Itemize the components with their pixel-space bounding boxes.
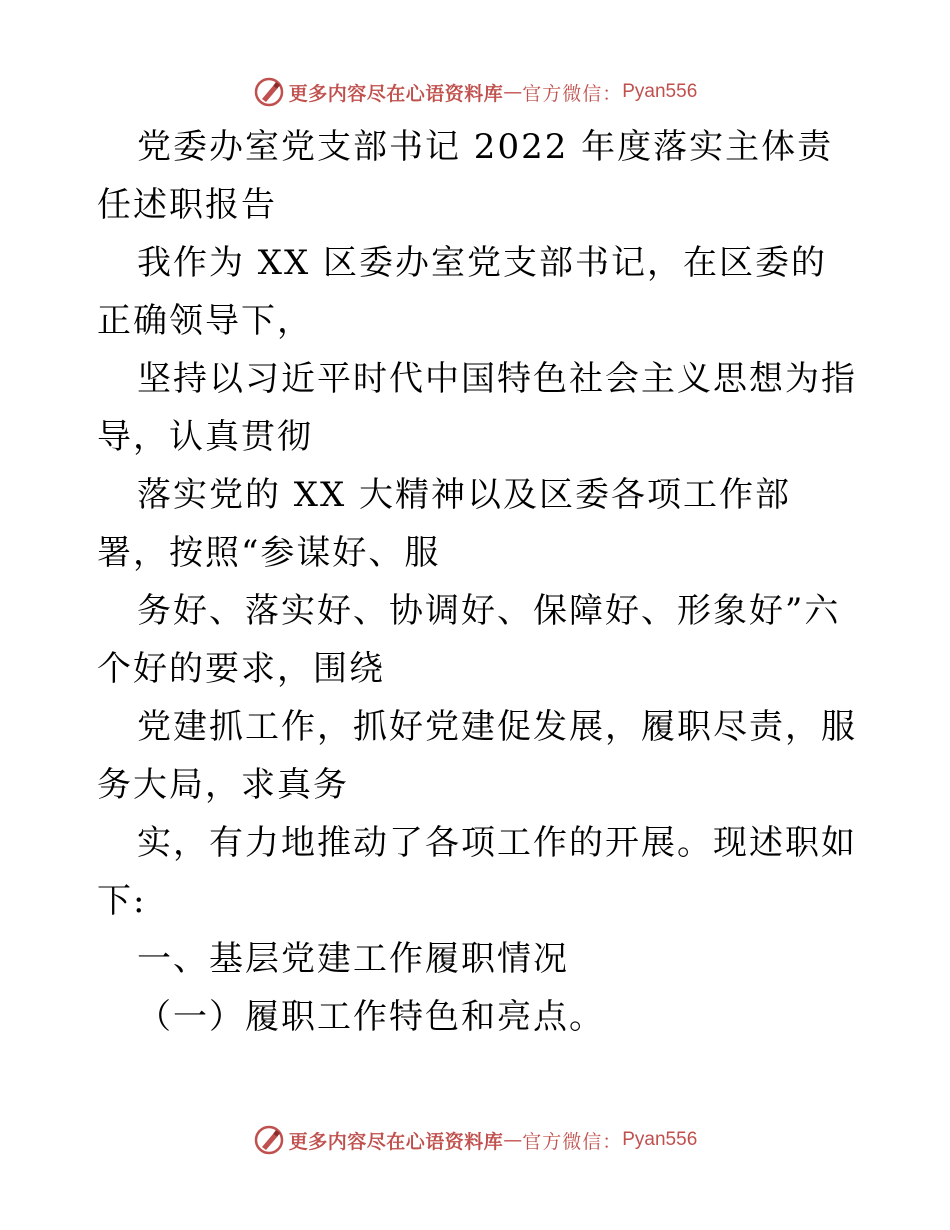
watermark-wechat-label: 官方微信：	[522, 1130, 623, 1153]
paragraph-3: 落实党的 XX 大精神以及区委各项工作部署，按照“参谋好、服	[97, 475, 792, 573]
title-line-1: 党委办室党支部书记 2022 年度落实主体责任述	[97, 127, 834, 225]
section-heading: 一、基层党建工作履职情况	[137, 939, 569, 979]
paragraph-4: 务好、落实好、协调好、保障好、形象好”六个好的要求，围绕	[97, 591, 841, 689]
watermark-dash: —	[503, 81, 523, 103]
watermark-wechat-id: Pyan556	[622, 1129, 698, 1150]
document-title	[97, 118, 857, 234]
header-watermark	[0, 72, 950, 112]
watermark-wechat-label: 官方微信：	[522, 82, 623, 105]
footer-watermark	[0, 1120, 950, 1160]
title-line-2: 职报告	[169, 185, 277, 225]
paragraph-1: 我作为 XX 区委办室党支部书记，在区委的正确领导下，	[97, 243, 828, 341]
watermark-wechat-id: Pyan556	[622, 81, 698, 102]
pen-logo-icon	[253, 76, 285, 108]
paragraph-2: 坚持以习近平时代中国特色社会主义思想为指导，认真贯彻	[97, 359, 857, 457]
watermark-dash: —	[503, 1129, 523, 1151]
document-body	[97, 118, 857, 1046]
watermark-text: 更多内容尽在心语资料库	[288, 82, 504, 105]
watermark-text: 更多内容尽在心语资料库	[288, 1130, 504, 1153]
paragraph-6: 实，有力地推动了各项工作的开展。现述职如下:	[97, 823, 857, 921]
pen-logo-icon	[253, 1124, 285, 1156]
paragraph-5: 党建抓工作，抓好党建促发展，履职尽责，服务大局，求真务	[97, 707, 857, 805]
subsection-heading: （一）履职工作特色和亮点。	[137, 997, 605, 1037]
